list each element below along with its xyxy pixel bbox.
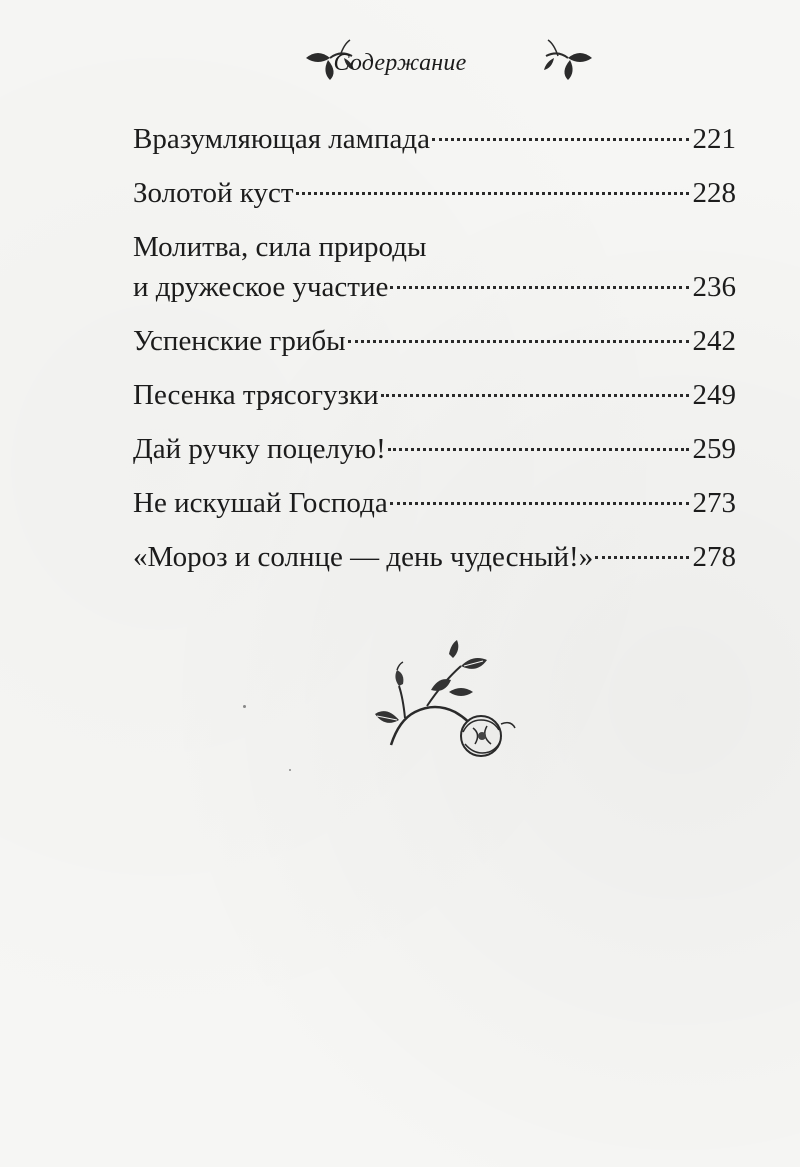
toc-entry[interactable] [133, 375, 736, 415]
toc-entry-title-line1: Молитва, сила природы [133, 231, 427, 263]
toc-entry-title: «Мороз и солнце — день чудесный!» [133, 541, 594, 573]
toc-entry-page: 228 [692, 177, 736, 209]
toc-entry[interactable] [133, 321, 736, 361]
dot-leader [432, 138, 688, 141]
toc-entry-title: Песенка трясогузки [133, 379, 379, 411]
dot-leader [348, 340, 689, 343]
toc-entry-title: Успенские грибы [133, 325, 346, 357]
dot-leader [296, 192, 689, 195]
toc-entry[interactable] [133, 537, 736, 577]
dot-leader [390, 286, 688, 289]
toc-entry-page: 278 [692, 541, 736, 573]
toc-entry-page: 242 [692, 325, 736, 357]
page-header [0, 36, 800, 96]
page-title: Содержание [333, 50, 467, 76]
dot-leader [381, 394, 689, 397]
toc-entry[interactable] [133, 173, 736, 213]
toc-entry-page: 273 [692, 487, 736, 519]
toc-entry-title-line2: и дружеское участие [133, 271, 389, 303]
toc-entry-page: 236 [692, 271, 736, 303]
toc-entry-page: 221 [692, 123, 736, 155]
toc-entry[interactable] [133, 483, 736, 523]
toc-entry-title: Не искушай Господа [133, 487, 388, 519]
paper-speck [243, 705, 246, 708]
rose-branch-icon [365, 640, 525, 770]
toc-entry[interactable] [133, 227, 736, 307]
leaf-sprig-icon [540, 36, 598, 86]
dot-leader [388, 448, 689, 451]
toc-entry[interactable] [133, 429, 736, 469]
dot-leader [595, 556, 688, 559]
toc-entry-title: Дай ручку поцелую! [133, 433, 386, 465]
toc-entry-page: 259 [692, 433, 736, 465]
paper-speck [289, 769, 291, 771]
toc-entry-title: Вразумляющая лампада [133, 123, 431, 155]
toc-entry[interactable] [133, 119, 736, 159]
dot-leader [390, 502, 689, 505]
table-of-contents [133, 119, 736, 591]
toc-entry-title: Золотой куст [133, 177, 294, 209]
toc-entry-page: 249 [692, 379, 736, 411]
